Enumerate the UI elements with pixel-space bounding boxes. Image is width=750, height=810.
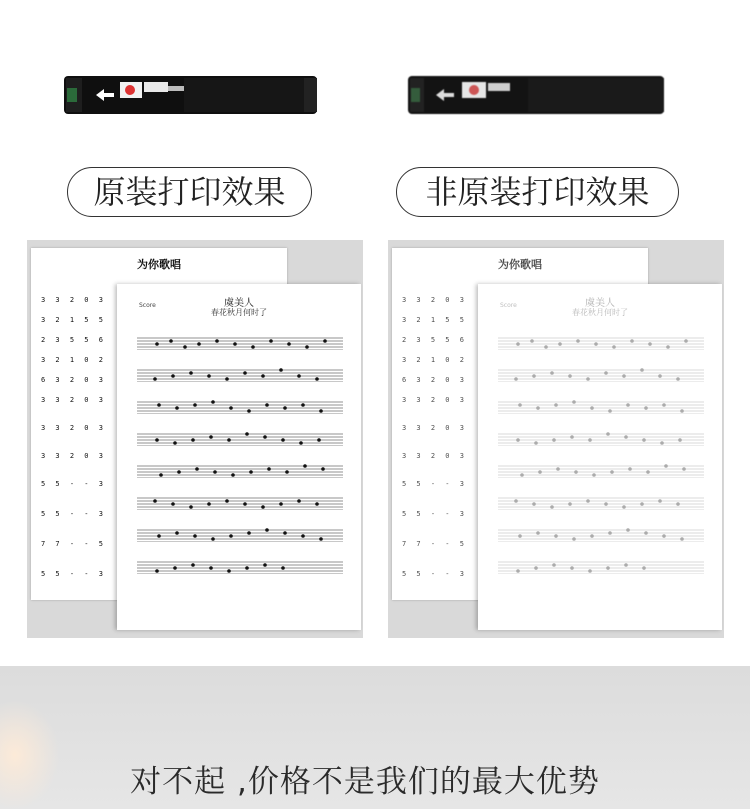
notation-row: 3 3 2 0 3: [402, 424, 467, 432]
notation-row: 3 3 2 0 3: [41, 452, 106, 460]
notation-row: 3 2 1 5 5: [402, 316, 467, 324]
music-staff: [498, 560, 704, 574]
notation-row: 5 5 - - 3: [41, 570, 106, 578]
notation-row: 3 3 2 0 3: [41, 424, 106, 432]
music-staff: [137, 400, 343, 414]
music-staff: [137, 528, 343, 542]
music-staff: [137, 336, 343, 350]
front-sheet-title: 虞美人: [224, 298, 254, 309]
notation-row: 3 2 1 0 2: [402, 356, 467, 364]
original-print-sample: [27, 240, 363, 638]
front-sheet: [117, 284, 361, 630]
notation-row: 3 3 2 0 3: [41, 396, 106, 404]
music-staff: [137, 432, 343, 446]
non-original-toner-cartridge-image: [408, 74, 664, 116]
notation-row: 3 3 2 0 3: [402, 296, 467, 304]
notation-row: 5 5 - - 3: [41, 480, 106, 488]
front-sheet: [478, 284, 722, 630]
notation-row: 2 3 5 5 6: [41, 336, 106, 344]
music-staff: [498, 528, 704, 542]
notation-row: 3 2 1 5 5: [41, 316, 106, 324]
original-toner-cartridge-image: [64, 74, 317, 116]
music-staff: [498, 464, 704, 478]
music-staff: [137, 368, 343, 382]
score-label: Score: [500, 302, 517, 309]
notation-row: 3 2 1 0 2: [41, 356, 106, 364]
music-staff: [498, 496, 704, 510]
notation-row: 5 5 - - 3: [402, 570, 467, 578]
back-sheet-title: 为你歌唱: [498, 258, 542, 271]
music-staff: [498, 368, 704, 382]
notation-row: 3 3 2 0 3: [402, 396, 467, 404]
notation-row: 5 5 - - 3: [402, 510, 467, 518]
notation-row: 6 3 2 0 3: [402, 376, 467, 384]
front-sheet-subtitle: 春花秋月何时了: [572, 308, 628, 317]
notation-row: 6 3 2 0 3: [41, 376, 106, 384]
non-original-print-label: 非原装打印效果: [396, 167, 679, 217]
cut-off-heading: [0, 0, 750, 25]
non-original-print-sample: [388, 240, 724, 638]
front-sheet-subtitle: 春花秋月何时了: [211, 308, 267, 317]
back-sheet-title: 为你歌唱: [137, 258, 181, 271]
notation-row: 3 3 2 0 3: [402, 452, 467, 460]
notation-row: 7 7 - - 5: [402, 540, 467, 548]
music-staff: [498, 336, 704, 350]
notation-row: 5 5 - - 3: [41, 510, 106, 518]
music-staff: [498, 432, 704, 446]
score-label: Score: [139, 302, 156, 309]
notation-row: 2 3 5 5 6: [402, 336, 467, 344]
music-staff: [137, 496, 343, 510]
notation-row: 7 7 - - 5: [41, 540, 106, 548]
notation-row: 3 3 2 0 3: [41, 296, 106, 304]
original-print-label: 原装打印效果: [67, 167, 312, 217]
front-sheet-title: 虞美人: [585, 298, 615, 309]
music-staff: [498, 400, 704, 414]
price-slogan: 对不起 ,价格不是我们的最大优势: [130, 764, 600, 800]
music-staff: [137, 464, 343, 478]
music-staff: [137, 560, 343, 574]
notation-row: 5 5 - - 3: [402, 480, 467, 488]
